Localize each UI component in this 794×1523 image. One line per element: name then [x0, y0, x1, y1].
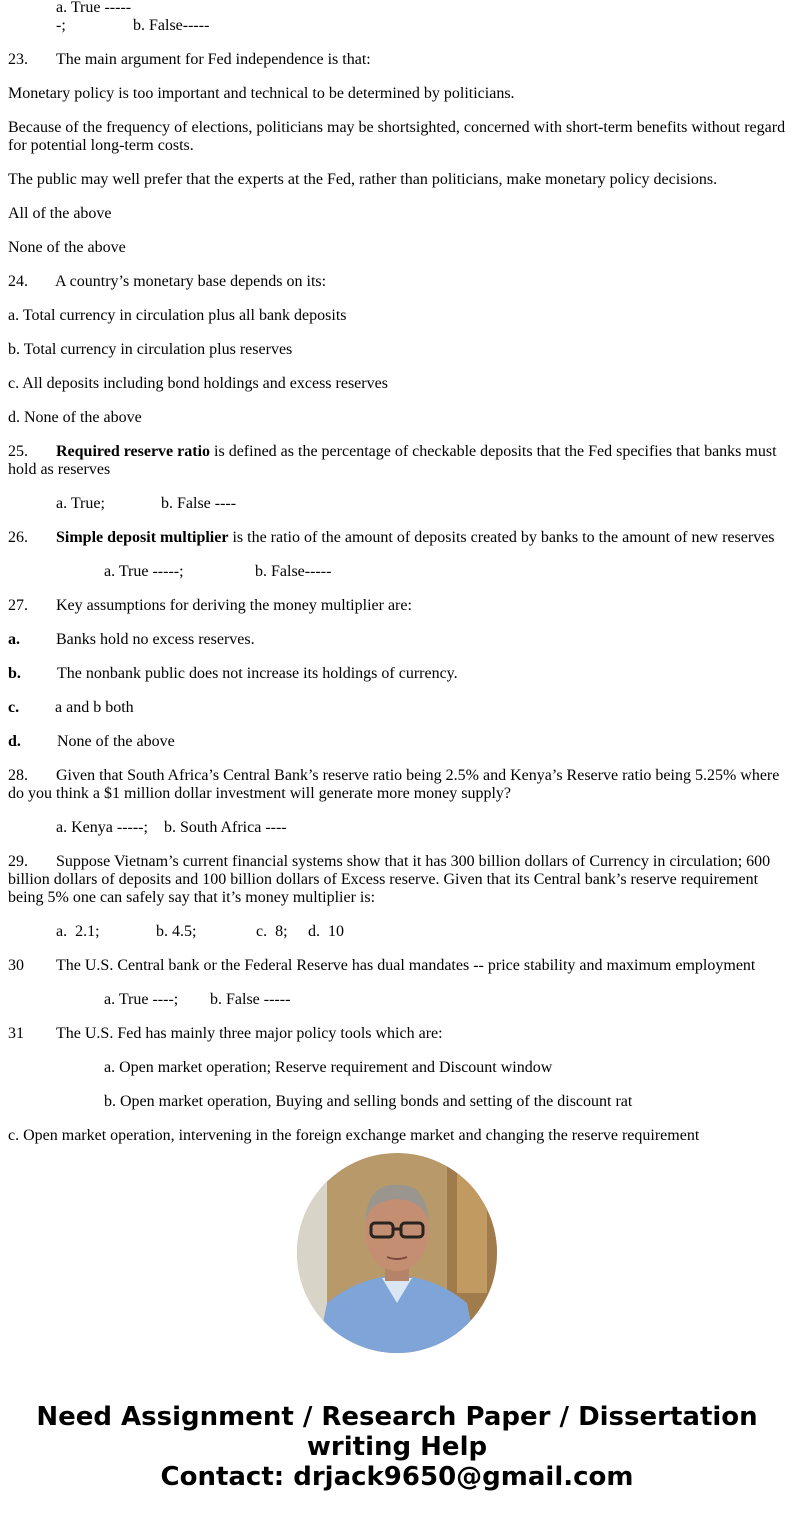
option: Because of the frequency of elections, politicians may be shortsighted, concerned with short-term benefits without regard for potential long-term costs. — [8, 119, 786, 154]
q30-options — [8, 991, 788, 1009]
option-b: b. 4.5; — [156, 923, 197, 940]
option: None of the above — [8, 239, 126, 256]
question-24 — [8, 273, 788, 291]
option: All of the above — [8, 205, 112, 222]
option-a: a. 2.1; — [56, 923, 100, 940]
question-28 — [8, 767, 788, 803]
question-31 — [8, 1025, 788, 1043]
option-b: b. False----- — [133, 17, 210, 34]
option-d: d. 10 — [308, 923, 344, 940]
question-number: 28. — [8, 767, 28, 784]
option: c. All deposits including bond holdings and excess reserves — [8, 375, 388, 392]
question-25 — [8, 443, 788, 479]
option — [8, 699, 788, 717]
question-text: Key assumptions for deriving the money multiplier are: — [56, 597, 412, 614]
question-30 — [8, 957, 788, 975]
option: b. Total currency in circulation plus reserves — [8, 341, 293, 358]
option-letter: b. — [8, 665, 21, 682]
question-26 — [8, 529, 788, 547]
option: b. Open market operation, Buying and selling bonds and setting of the discount rat — [104, 1093, 633, 1110]
term: Required reserve ratio — [56, 443, 211, 460]
option-a: a. True; — [56, 495, 105, 512]
question-number: 31 — [8, 1025, 24, 1042]
question-number: 27. — [8, 597, 28, 614]
question-text: Given that South Africa’s Central Bank’s reserve ratio being 2.5% and Kenya’s Reserve ratio being 5.25% where do you think a $1 million dollar investment will generate more money supply? — [8, 767, 780, 802]
option-text: Banks hold no excess reserves. — [56, 631, 255, 648]
option: The public may well prefer that the experts at the Fed, rather than politicians, make monetary policy decisions. — [8, 171, 718, 188]
contact-email: Contact: drjack9650@gmail.com — [160, 1462, 634, 1492]
option — [8, 665, 788, 683]
question-23 — [8, 51, 788, 69]
question-text: Suppose Vietnam’s current financial systems show that it has 300 billion dollars of Currency in circulation; 600 billion dollars of deposits and 100 billion dollars of Excess reserve. Given that its Central bank’s reserve requirement being 5% one can safely say that it’s money multiplier is: — [8, 853, 771, 906]
option-letter: c. — [8, 699, 20, 716]
option-a: a. True ----; — [104, 991, 179, 1008]
question-text: The main argument for Fed independence is that: — [56, 51, 371, 68]
option: a. Open market operation; Reserve requirement and Discount window — [104, 1059, 553, 1076]
question-number: 29. — [8, 853, 28, 870]
option-b: b. South Africa ---- — [164, 819, 287, 836]
option-b: b. False----- — [255, 563, 332, 580]
question-number: 26. — [8, 529, 28, 546]
option: Monetary policy is too important and technical to be determined by politicians. — [8, 85, 515, 102]
option — [8, 733, 788, 751]
option-b: b. False ---- — [161, 495, 237, 512]
contact-banner — [0, 1402, 794, 1492]
option-letter: a. — [8, 631, 20, 648]
option: c. Open market operation, intervening in the foreign exchange market and changing the reserve requirement — [8, 1127, 700, 1144]
option-a: a. Kenya -----; — [56, 819, 148, 836]
question-text: The U.S. Fed has mainly three major policy tools which are: — [56, 1025, 443, 1042]
question-number: 23. — [8, 51, 28, 68]
option: d. None of the above — [8, 409, 142, 426]
option-c: c. 8; — [256, 923, 288, 940]
question-number: 30 — [8, 957, 24, 974]
q22-options — [8, 0, 788, 35]
option-text: None of the above — [57, 733, 175, 750]
question-text: is defined as the percentage of checkable deposits that the Fed specifies that banks must hold as reserves — [8, 443, 777, 478]
option-text: The nonbank public does not increase its holdings of currency. — [57, 665, 458, 682]
document-body — [8, 0, 788, 1147]
term: Simple deposit multiplier — [56, 529, 229, 546]
option — [8, 631, 788, 649]
question-number: 24. — [8, 273, 28, 290]
option-a: a. True ------; — [56, 0, 132, 34]
option-a: a. True -----; — [104, 563, 184, 580]
option: a. Total currency in circulation plus all bank deposits — [8, 307, 347, 324]
option-b: b. False ----- — [210, 991, 291, 1008]
question-27 — [8, 597, 788, 615]
question-29 — [8, 853, 788, 907]
question-text: A country’s monetary base depends on its: — [55, 273, 327, 290]
question-number: 25. — [8, 443, 28, 460]
option-text: a and b both — [55, 699, 134, 716]
banner-line: Need Assignment / Research Paper / Dissertation — [36, 1402, 758, 1432]
q25-options — [8, 495, 788, 513]
q26-options — [8, 563, 788, 581]
q29-options — [8, 923, 788, 941]
question-text: The U.S. Central bank or the Federal Reserve has dual mandates -- price stability and maximum employment — [56, 957, 756, 974]
banner-line: writing Help — [306, 1432, 488, 1462]
question-text: is the ratio of the amount of deposits created by banks to the amount of new reserves — [228, 529, 775, 546]
author-photo — [297, 1153, 497, 1353]
q28-options — [8, 819, 788, 837]
option-letter: d. — [8, 733, 21, 750]
